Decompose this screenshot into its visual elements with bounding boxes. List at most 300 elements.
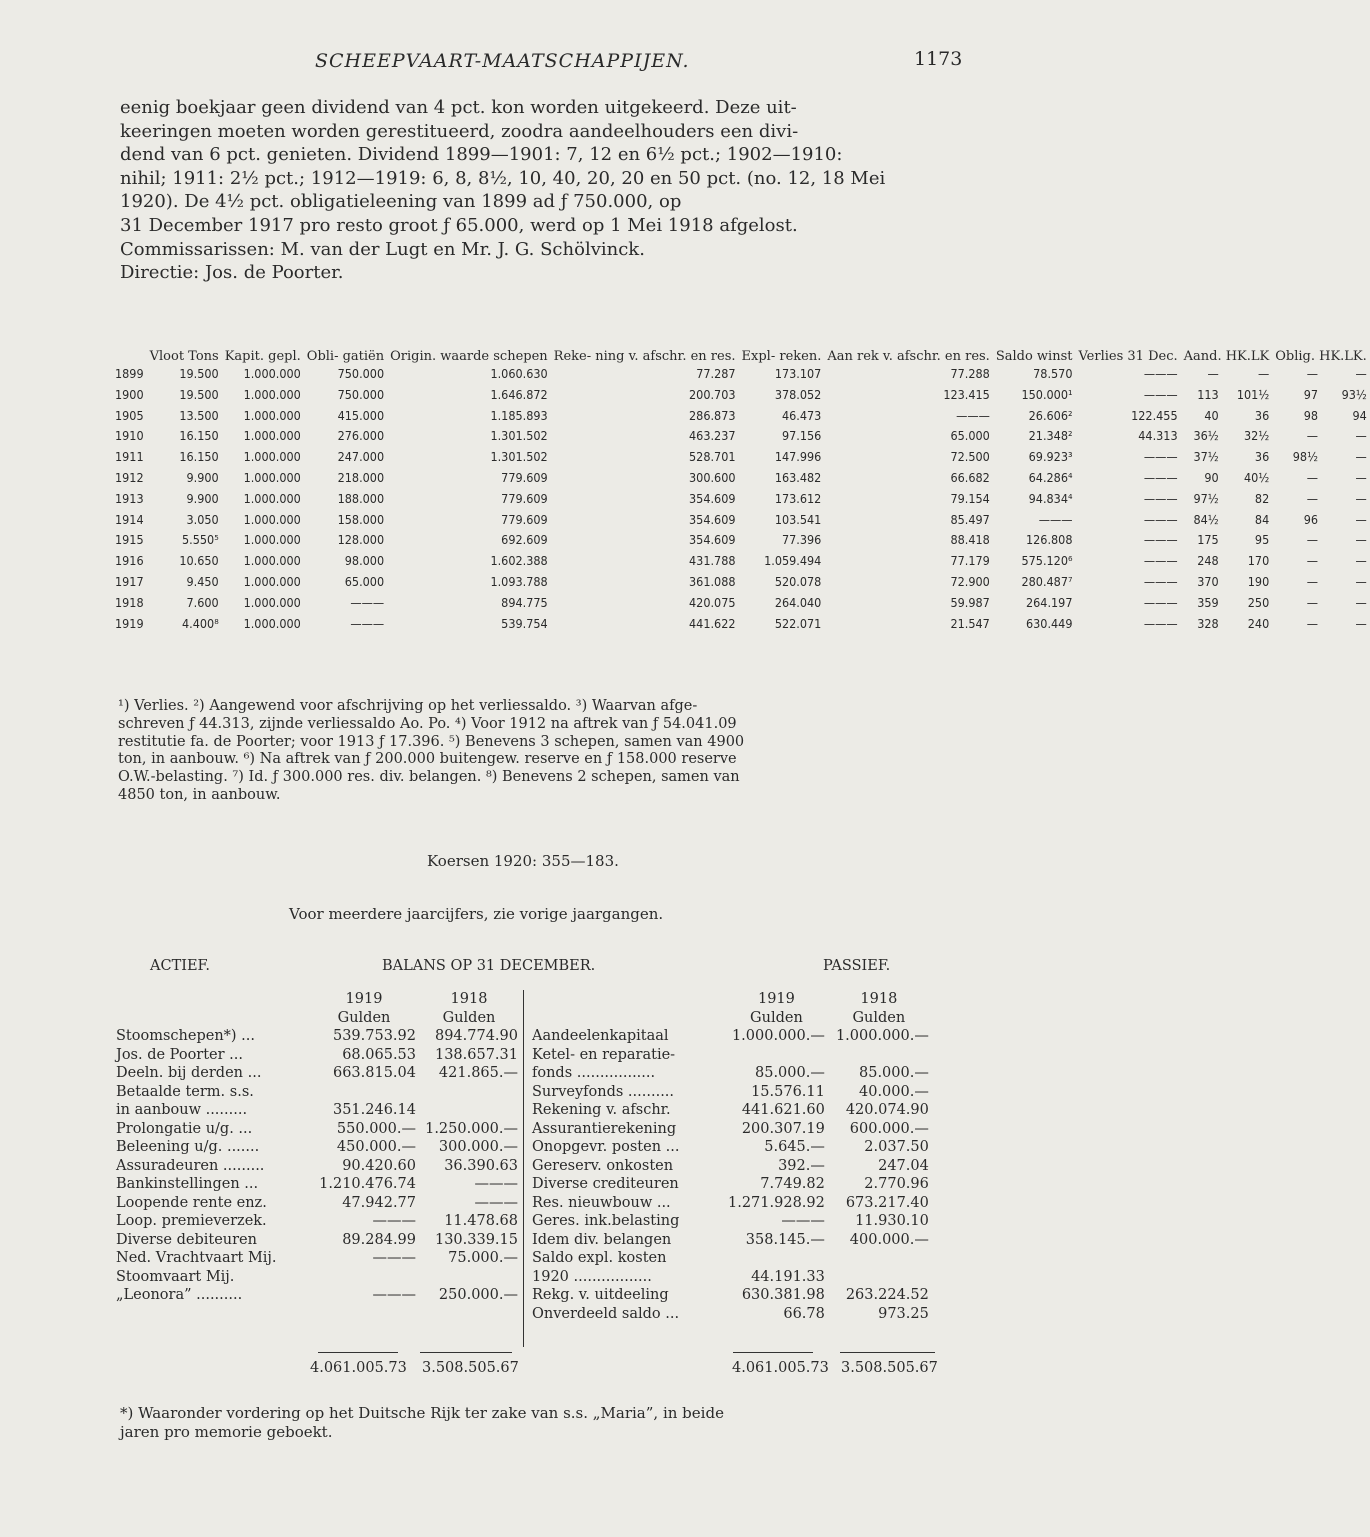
fleet-cell: 40	[1204, 407, 1219, 423]
fleet-cell: 250	[1247, 594, 1270, 610]
total-rule	[733, 1352, 813, 1353]
passief-item-label: Onopgevr. posten ...	[532, 1139, 680, 1155]
passief-item-label: Rekening v. afschr.	[532, 1102, 671, 1118]
fleet-row	[112, 614, 1370, 635]
fleet-cell: 1.301.502	[490, 449, 548, 465]
intro-line: 1920). De 4½ pct. obligatieleening van 1899 ad ƒ 750.000, op	[120, 191, 682, 213]
fleet-cell: 248	[1197, 553, 1219, 569]
fleet-cell: 77.396	[782, 532, 822, 548]
fleet-cell: 36	[1254, 407, 1270, 423]
passief-item-value: 66.78	[783, 1305, 825, 1322]
footnote-line: *) Waaronder vordering op het Duitsche Rijk ter zake van s.s. „Maria”, in beide	[120, 1404, 724, 1422]
fleet-cell: ———	[1143, 366, 1178, 381]
fleet-cell: 19.500	[179, 386, 219, 402]
fleet-cell: —	[1257, 366, 1270, 381]
fleet-cell: 16.150	[179, 449, 219, 465]
fleet-year-cell: 1910	[115, 428, 144, 444]
fleet-cell: 16.150	[179, 428, 219, 444]
fleet-year-cell: 1913	[115, 490, 144, 506]
fleet-cell: ———	[350, 615, 385, 631]
passief-item-value: 673.217.40	[845, 1194, 929, 1211]
passief-row	[530, 1083, 931, 1102]
fleet-cell: 5.550⁵	[182, 532, 219, 548]
actief-item-value: ———	[372, 1250, 416, 1266]
actief-item-value: 550.000.—	[336, 1120, 416, 1137]
fleet-cell: 3.050	[186, 511, 219, 527]
fleet-cell: ———	[1143, 532, 1178, 548]
actief-unit-row	[114, 1009, 520, 1028]
fleet-cell: 415.000	[337, 407, 385, 423]
intro-line: Directie: Jos. de Poorter.	[120, 262, 344, 284]
fleet-cell: 218.000	[337, 469, 385, 485]
actief-item-value: 138.657.31	[434, 1046, 518, 1063]
fleet-cell: 10.650	[179, 553, 219, 569]
fleet-cell: 123.415	[943, 386, 990, 402]
fleet-cell: 280.487⁷	[1021, 573, 1073, 589]
unit-label: Gulden	[442, 1009, 496, 1026]
fleet-cell: ———	[1143, 573, 1178, 589]
actief-item-value	[418, 1083, 520, 1102]
actief-item-label: in aanbouw .........	[116, 1102, 248, 1118]
actief-item-value	[310, 1268, 418, 1287]
fleet-header-cell: Saldo winst	[995, 349, 1073, 364]
fleet-cell: 528.701	[689, 449, 736, 465]
actief-row	[114, 1138, 520, 1157]
fleet-cell: 26.606²	[1028, 407, 1073, 423]
fleet-cell: 79.154	[950, 490, 990, 506]
fleet-cell: 779.609	[501, 511, 548, 527]
fleet-cell: 1.000.000	[243, 386, 301, 402]
fleet-cell: 1.000.000	[243, 553, 301, 569]
intro-line: Commissarissen: M. van der Lugt en Mr. J. G. Schölvinck.	[120, 238, 645, 260]
year-1919: 1919	[757, 991, 795, 1007]
passief-item-value: 358.145.—	[745, 1231, 825, 1248]
passief-item-value: ———	[781, 1213, 825, 1229]
fleet-row	[112, 572, 1370, 593]
actief-row	[114, 1268, 520, 1287]
fleet-header-cell: Oblig. HK.LK.	[1275, 349, 1367, 364]
fleet-cell: 90	[1204, 469, 1219, 485]
actief-item-label: Beleening u/g. .......	[116, 1139, 260, 1155]
fleet-cell: 1.059.494	[764, 553, 822, 569]
passief-item-label: Idem div. belangen	[532, 1231, 672, 1248]
passief-row	[530, 1120, 931, 1139]
fleet-cell: —	[1207, 366, 1219, 381]
actief-item-label: Ned. Vrachtvaart Mij.	[116, 1250, 277, 1266]
fleet-cell: 1.000.000	[243, 594, 301, 610]
passief-total-1919: 4.061.005.73	[732, 1360, 829, 1376]
fleet-cell: 300.600	[689, 469, 736, 485]
fleet-cell: 7.600	[186, 594, 219, 610]
fleet-cell: 1.000.000	[243, 615, 301, 631]
fleet-cell: 65.000	[344, 573, 385, 589]
fleet-cell: —	[1355, 469, 1367, 485]
fleet-table	[112, 349, 1370, 634]
fleet-cell: 750.000	[337, 366, 385, 381]
fleet-header-cell: Obli- gatiën	[306, 349, 385, 364]
fleet-cell: ———	[1143, 511, 1178, 527]
actief-total-1918: 3.508.505.67	[422, 1360, 519, 1376]
intro-line: 31 December 1917 pro resto groot ƒ 65.000, werd op 1 Mei 1918 afgelost.	[120, 214, 798, 236]
passief-body	[530, 1027, 931, 1323]
fleet-cell: ———	[1143, 449, 1178, 465]
fleet-cell: 65.000	[950, 428, 990, 444]
passief-item-value: 441.621.60	[741, 1102, 825, 1118]
actief-item-value: 130.339.15	[434, 1231, 518, 1248]
actief-year-row	[114, 990, 520, 1009]
fleet-cell: 44.313	[1138, 428, 1178, 444]
fleet-cell: 98½	[1292, 449, 1318, 465]
actief-item-label: Loopende rente enz.	[116, 1194, 267, 1211]
passief-item-value: 85.000.—	[755, 1065, 825, 1081]
fleet-year-cell: 1915	[115, 532, 144, 548]
fleet-cell: 113	[1197, 386, 1219, 402]
passief-year-row	[530, 990, 931, 1009]
actief-item-label: Stoomvaart Mij.	[116, 1268, 235, 1285]
passief-label: PASSIEF.	[823, 958, 891, 974]
fleet-cell: 1.000.000	[243, 469, 301, 485]
fleet-cell: 575.120⁶	[1021, 553, 1073, 569]
passief-item-value: 600.000.—	[849, 1120, 929, 1137]
passief-item-value: 973.25	[878, 1305, 929, 1322]
passief-row	[530, 1286, 931, 1305]
fleet-cell: 188.000	[337, 490, 385, 506]
fleet-cell: 77.287	[696, 366, 736, 381]
fleet-cell: 96	[1303, 511, 1318, 527]
fleet-cell: —	[1355, 573, 1367, 589]
fleet-cell: 1.000.000	[243, 449, 301, 465]
fleet-cell: 32½	[1244, 428, 1270, 444]
passief-item-value: 2.770.96	[864, 1176, 929, 1192]
note-line: ¹) Verlies. ²) Aangewend voor afschrijving op het verliessaldo. ³) Waarvan afge-	[118, 698, 698, 714]
passief-item-value: 630.381.98	[741, 1287, 825, 1303]
passief-item-value: 1.271.928.92	[728, 1194, 825, 1211]
fleet-year-cell: 1912	[115, 469, 144, 485]
balance-footnote	[120, 1404, 950, 1442]
actief-row	[114, 1064, 520, 1083]
footnote-line: jaren pro memorie geboekt.	[120, 1423, 333, 1441]
passief-item-label: Gereserv. onkosten	[532, 1157, 674, 1174]
actief-row	[114, 1157, 520, 1176]
fleet-cell: 36	[1254, 449, 1270, 465]
fleet-cell: 13.500	[179, 407, 219, 423]
fleet-header-cell: Kapit. gepl.	[224, 349, 301, 364]
fleet-row	[112, 551, 1370, 572]
actief-item-value: 1.250.000.—	[425, 1120, 518, 1137]
actief-item-value: 539.753.92	[332, 1028, 416, 1044]
fleet-cell: 1.000.000	[243, 428, 301, 444]
fleet-cell: 1.093.788	[490, 573, 548, 589]
actief-item-value: 894.774.90	[434, 1028, 518, 1044]
passief-row	[530, 1157, 931, 1176]
fleet-cell: 78.570	[1033, 366, 1073, 381]
fleet-cell: 21.348²	[1028, 428, 1073, 444]
fleet-cell: 98.000	[344, 553, 385, 569]
actief-row	[114, 1046, 520, 1065]
passief-table	[530, 990, 931, 1323]
fleet-cell: 750.000	[337, 386, 385, 402]
passief-row	[530, 1268, 931, 1287]
page-number: 1173	[914, 48, 963, 70]
actief-label: ACTIEF.	[150, 958, 210, 974]
passief-item-value	[726, 1249, 827, 1268]
fleet-year-cell: 1918	[115, 594, 144, 610]
fleet-cell: 1.000.000	[243, 532, 301, 548]
actief-item-label: Bankinstellingen ...	[116, 1176, 259, 1192]
fleet-cell: ———	[350, 594, 385, 610]
actief-item-label: Deeln. bij derden ...	[116, 1065, 262, 1081]
fleet-cell: 779.609	[501, 490, 548, 506]
fleet-cell: 539.754	[501, 615, 548, 631]
fleet-cell: —	[1306, 573, 1318, 589]
actief-item-value: 47.942.77	[342, 1194, 416, 1211]
actief-body	[114, 1027, 520, 1305]
fleet-year-cell: 1911	[115, 449, 144, 465]
passief-item-value	[827, 1046, 931, 1065]
passief-item-label: Saldo expl. kosten	[532, 1250, 667, 1266]
fleet-cell: 9.900	[186, 469, 219, 485]
passief-item-label: Rekg. v. uitdeeling	[532, 1287, 669, 1303]
passief-item-label: 1920 .................	[532, 1268, 652, 1285]
fleet-cell: 4.400⁸	[182, 615, 219, 631]
fleet-cell: —	[1355, 594, 1367, 610]
actief-row	[114, 1286, 520, 1305]
fleet-cell: 98	[1303, 407, 1318, 423]
fleet-cell: 1.060.630	[490, 366, 548, 381]
intro-line: keeringen moeten worden gerestitueerd, zoodra aandeelhouders een divi-	[120, 120, 799, 142]
actief-item-label: Loop. premieverzek.	[116, 1213, 267, 1229]
passief-row	[530, 1194, 931, 1213]
actief-item-label: „Leonora” ..........	[116, 1287, 243, 1303]
fleet-year-cell: 1905	[115, 407, 144, 423]
note-line: restitutie fa. de Poorter; voor 1913 ƒ 17.396. ⁵) Benevens 3 schepen, samen van 4900	[118, 733, 745, 750]
note-line: O.W.-belasting. ⁷) Id. ƒ 300.000 res. div. belangen. ⁸) Benevens 2 schepen, samen van	[118, 769, 740, 786]
fleet-cell: ———	[1143, 594, 1178, 610]
fleet-cell: 101½	[1236, 386, 1270, 402]
passief-row	[530, 1305, 931, 1324]
passief-item-label: Geres. ink.belasting	[532, 1213, 680, 1229]
fleet-header-cell: Origin. waarde schepen	[390, 349, 548, 364]
actief-item-label: Stoomschepen*) ...	[116, 1028, 255, 1044]
fleet-row	[112, 468, 1370, 489]
fleet-cell: ———	[1143, 469, 1178, 485]
fleet-cell: 122.455	[1131, 407, 1178, 423]
actief-item-label: Jos. de Poorter ...	[116, 1046, 244, 1063]
fleet-cell: 37½	[1193, 449, 1219, 465]
unit-label: Gulden	[337, 1009, 391, 1026]
passief-item-label: Assurantierekening	[532, 1120, 677, 1137]
actief-row	[114, 1194, 520, 1213]
fleet-cell: ———	[1143, 490, 1178, 506]
fleet-cell: ———	[1143, 386, 1178, 402]
actief-item-value: 450.000.—	[336, 1139, 416, 1155]
fleet-year-cell: 1899	[115, 366, 144, 381]
fleet-cell: 72.900	[950, 573, 990, 589]
note-line: ton, in aanbouw. ⁶) Na aftrek van ƒ 200.000 buitengew. reserve en ƒ 158.000 reserve	[118, 751, 737, 768]
actief-row	[114, 1249, 520, 1268]
passief-item-value: 420.074.90	[845, 1102, 929, 1118]
fleet-year-cell: 1916	[115, 553, 144, 569]
passief-row	[530, 1138, 931, 1157]
note-line: 4850 ton, in aanbouw.	[118, 786, 281, 803]
passief-item-label: Diverse crediteuren	[532, 1176, 679, 1192]
intro-paragraph	[120, 96, 955, 285]
fleet-cell: 1.000.000	[243, 511, 301, 527]
fleet-cell: 1.000.000	[243, 407, 301, 423]
fleet-cell: 175	[1197, 532, 1219, 548]
fleet-cell: 9.900	[186, 490, 219, 506]
fleet-cell: 69.923³	[1028, 449, 1073, 465]
year-1918: 1918	[450, 991, 488, 1007]
actief-item-value: ———	[372, 1287, 416, 1303]
actief-item-value	[310, 1083, 418, 1102]
fleet-cell: 97	[1303, 386, 1318, 402]
fleet-header-cell: Expl- reken.	[741, 349, 822, 364]
passief-item-value: 44.191.33	[751, 1268, 825, 1285]
fleet-cell: 94	[1352, 407, 1367, 423]
total-rule	[318, 1352, 398, 1353]
fleet-cell: 147.996	[774, 449, 822, 465]
fleet-cell: —	[1355, 366, 1367, 381]
fleet-cell: 85.497	[950, 511, 990, 527]
passief-item-value: 2.037.50	[864, 1139, 929, 1155]
fleet-cell: 126.808	[1025, 532, 1073, 548]
fleet-cell: 163.482	[774, 469, 822, 485]
fleet-cell: 21.547	[950, 615, 990, 631]
fleet-cell: 88.418	[950, 532, 990, 548]
actief-item-value: ———	[372, 1213, 416, 1229]
passief-row	[530, 1249, 931, 1268]
fleet-cell: 1.602.388	[490, 553, 548, 569]
actief-row	[114, 1231, 520, 1250]
actief-item-value: 1.210.476.74	[319, 1176, 416, 1192]
fleet-cell: —	[1306, 615, 1318, 631]
fleet-cell: 128.000	[337, 532, 385, 548]
actief-row	[114, 1083, 520, 1102]
actief-row	[114, 1027, 520, 1046]
fleet-cell: 59.987	[950, 594, 990, 610]
fleet-cell: 894.775	[501, 594, 548, 610]
fleet-cell: ———	[1143, 553, 1178, 569]
passief-total-1918: 3.508.505.67	[841, 1360, 938, 1376]
passief-item-value: 5.645.—	[764, 1139, 825, 1155]
fleet-cell: 328	[1197, 615, 1219, 631]
fleet-cell: 441.622	[689, 615, 736, 631]
fleet-cell: 359	[1197, 594, 1219, 610]
fleet-header-row	[112, 349, 1370, 364]
actief-total-1919: 4.061.005.73	[310, 1360, 407, 1376]
actief-row	[114, 1175, 520, 1194]
fleet-cell: 354.609	[689, 511, 736, 527]
intro-line: dend van 6 pct. genieten. Dividend 1899—1901: 7, 12 en 6½ pct.; 1902—1910:	[120, 144, 843, 166]
passief-item-value	[827, 1268, 931, 1287]
passief-item-value: 11.930.10	[855, 1213, 929, 1229]
fleet-year-cell: 1900	[115, 386, 144, 402]
fleet-cell: —	[1306, 366, 1318, 381]
fleet-cell: —	[1306, 428, 1318, 444]
fleet-cell: 46.473	[782, 407, 822, 423]
fleet-cell: 200.703	[689, 386, 736, 402]
fleet-row	[112, 364, 1370, 385]
fleet-cell: —	[1355, 615, 1367, 631]
actief-item-value: 351.246.14	[332, 1102, 416, 1118]
actief-row	[114, 1212, 520, 1231]
passief-item-value: 400.000.—	[849, 1231, 929, 1248]
meerdere-line: Voor meerdere jaarcijfers, zie vorige jaargangen.	[289, 905, 664, 923]
fleet-cell: 173.107	[774, 366, 822, 381]
fleet-cell: —	[1355, 511, 1367, 527]
passief-item-value: 247.04	[878, 1157, 929, 1174]
fleet-row	[112, 385, 1370, 406]
fleet-row	[112, 530, 1370, 551]
fleet-row	[112, 510, 1370, 531]
intro-line: nihil; 1911: 2½ pct.; 1912—1919: 6, 8, 8½, 10, 40, 20, 20 en 50 pct. (no. 12, 18 Mei	[120, 167, 886, 189]
actief-item-value: 11.478.68	[444, 1213, 518, 1229]
fleet-cell: 150.000¹	[1021, 386, 1073, 402]
fleet-cell: ———	[956, 407, 990, 423]
fleet-cell: 1.000.000	[243, 573, 301, 589]
fleet-cell: 520.078	[774, 573, 822, 589]
fleet-cell: —	[1306, 490, 1318, 506]
fleet-cell: —	[1355, 490, 1367, 506]
fleet-cell: 276.000	[337, 428, 385, 444]
passief-item-label: Onverdeeld saldo ...	[532, 1305, 680, 1322]
fleet-row	[112, 593, 1370, 614]
fleet-cell: 420.075	[689, 594, 736, 610]
actief-item-value: 90.420.60	[342, 1157, 416, 1174]
passief-item-value: 263.224.52	[845, 1287, 929, 1303]
passief-row	[530, 1175, 931, 1194]
fleet-year-cell: 1917	[115, 573, 144, 589]
fleet-cell: 158.000	[337, 511, 385, 527]
fleet-cell: —	[1355, 532, 1367, 548]
fleet-header-cell	[112, 349, 147, 364]
fleet-cell: 354.609	[689, 490, 736, 506]
fleet-cell: ———	[1038, 511, 1073, 527]
fleet-row	[112, 406, 1370, 427]
fleet-cell: 1.000.000	[243, 490, 301, 506]
fleet-cell: 84	[1254, 511, 1270, 527]
fleet-cell: ———	[1143, 615, 1178, 631]
fleet-table-body	[112, 364, 1370, 634]
fleet-cell: —	[1355, 428, 1367, 444]
total-rule	[420, 1352, 512, 1353]
fleet-header-cell: Aan rek v. afschr. en res.	[827, 349, 990, 364]
fleet-cell: 66.682	[950, 469, 990, 485]
year-1919: 1919	[345, 991, 383, 1007]
fleet-cell: 431.788	[689, 553, 736, 569]
fleet-cell: 779.609	[501, 469, 548, 485]
year-1918: 1918	[860, 991, 898, 1007]
fleet-cell: 240	[1247, 615, 1270, 631]
actief-item-value: 300.000.—	[438, 1139, 518, 1155]
fleet-row	[112, 489, 1370, 510]
fleet-cell: 72.500	[950, 449, 990, 465]
total-rule	[840, 1352, 935, 1353]
passief-item-value: 200.307.19	[741, 1120, 825, 1137]
actief-item-value: 68.065.53	[342, 1046, 416, 1063]
fleet-cell: 354.609	[689, 532, 736, 548]
fleet-cell: —	[1306, 532, 1318, 548]
intro-line: eenig boekjaar geen dividend van 4 pct. kon worden uitgekeerd. Deze uit-	[120, 97, 797, 118]
fleet-cell: 264.197	[1025, 594, 1073, 610]
fleet-cell: 64.286⁴	[1028, 469, 1073, 485]
fleet-cell: 40½	[1244, 469, 1270, 485]
fleet-cell: 370	[1197, 573, 1219, 589]
fleet-cell: 97½	[1193, 490, 1219, 506]
fleet-cell: 1.000.000	[243, 366, 301, 381]
unit-label: Gulden	[852, 1009, 906, 1026]
